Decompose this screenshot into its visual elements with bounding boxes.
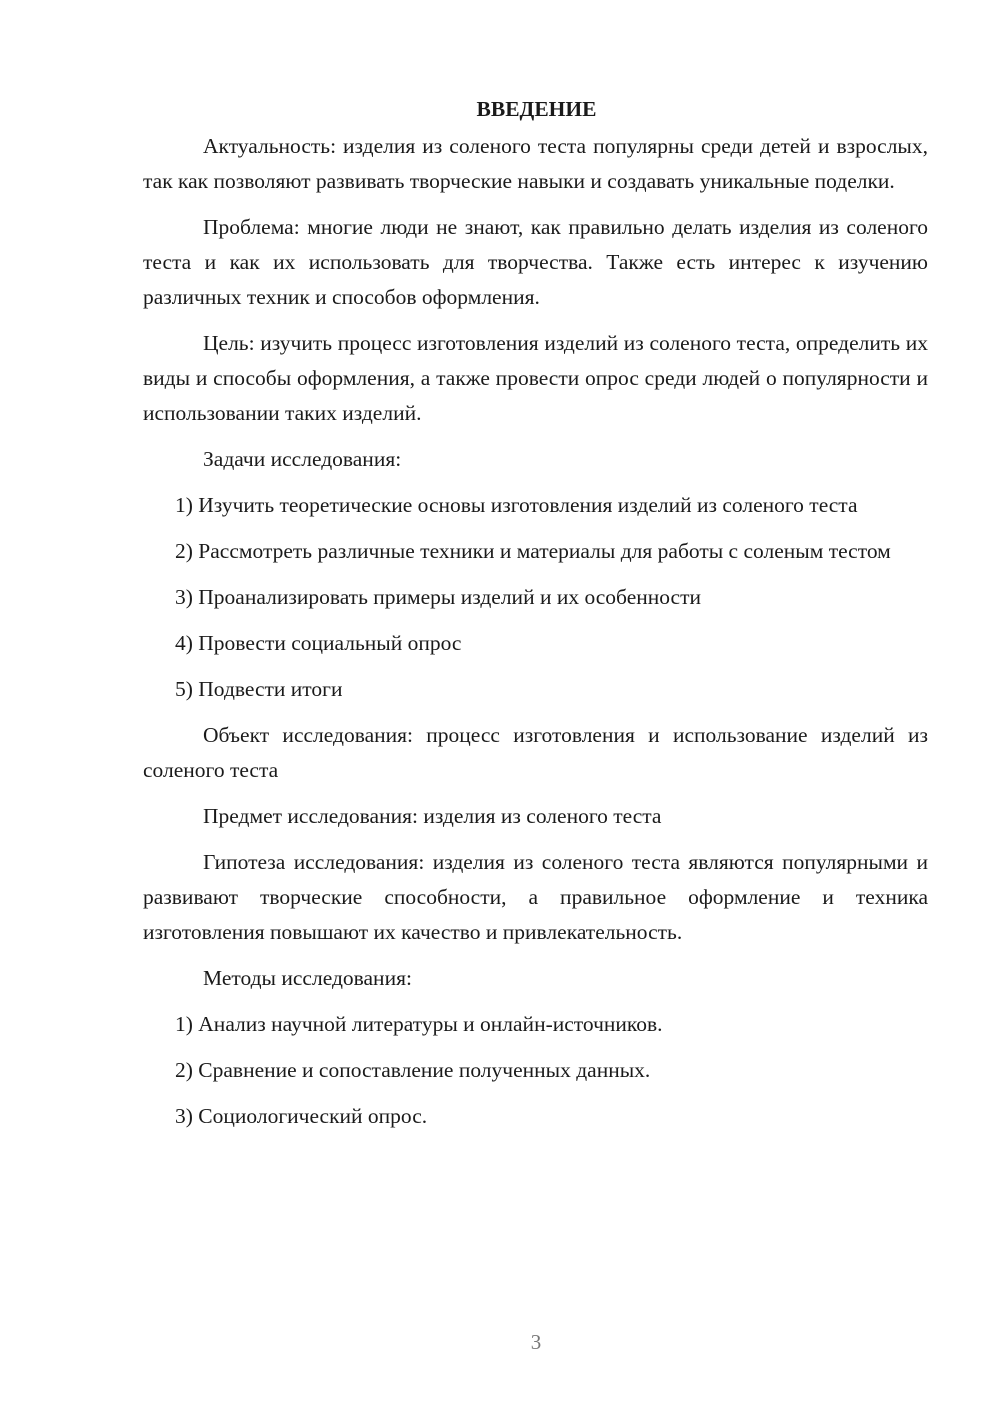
methods-heading: Методы исследования: [203, 966, 412, 990]
object-paragraph: Объект исследования: процесс изготовления и использование изделий из соленого теста [143, 723, 928, 782]
method-item: 1) Анализ научной литературы и онлайн-источников. [175, 1012, 663, 1036]
problem-paragraph: Проблема: многие люди не знают, как правильно делать изделия из соленого теста и как их использовать для творчества. Также есть интерес к изучению различных техник и способов оформления. [143, 215, 928, 309]
relevance-paragraph: Актуальность: изделия из соленого теста популярны среди детей и взрослых, так как позволяют развивать творческие навыки и создавать уникальные поделки. [143, 134, 928, 193]
task-item: 5) Подвести итоги [175, 677, 343, 701]
section-title: ВВЕДЕНИЕ [476, 97, 597, 121]
goal-paragraph: Цель: изучить процесс изготовления изделий из соленого теста, определить их виды и способы оформления, а также провести опрос среди людей о популярности и использовании таких изделий. [143, 331, 928, 425]
page-number: 3 [530, 1330, 542, 1354]
document-body [143, 92, 928, 1145]
task-item: 3) Проанализировать примеры изделий и их особенности [175, 585, 701, 609]
subject-paragraph: Предмет исследования: изделия из соленого теста [203, 804, 662, 828]
hypothesis-paragraph: Гипотеза исследования: изделия из соленого теста являются популярными и развивают творческие способности, а правильное оформление и техника изготовления повышают их качество и привлекательность. [143, 850, 928, 944]
task-item: 4) Провести социальный опрос [175, 631, 462, 655]
task-item: 1) Изучить теоретические основы изготовления изделий из соленого теста [175, 493, 858, 517]
method-item: 3) Социологический опрос. [175, 1104, 428, 1128]
method-item: 2) Сравнение и сопоставление полученных данных. [175, 1058, 651, 1082]
task-item: 2) Рассмотреть различные техники и материалы для работы с соленым тестом [175, 539, 891, 563]
tasks-heading: Задачи исследования: [203, 447, 402, 471]
